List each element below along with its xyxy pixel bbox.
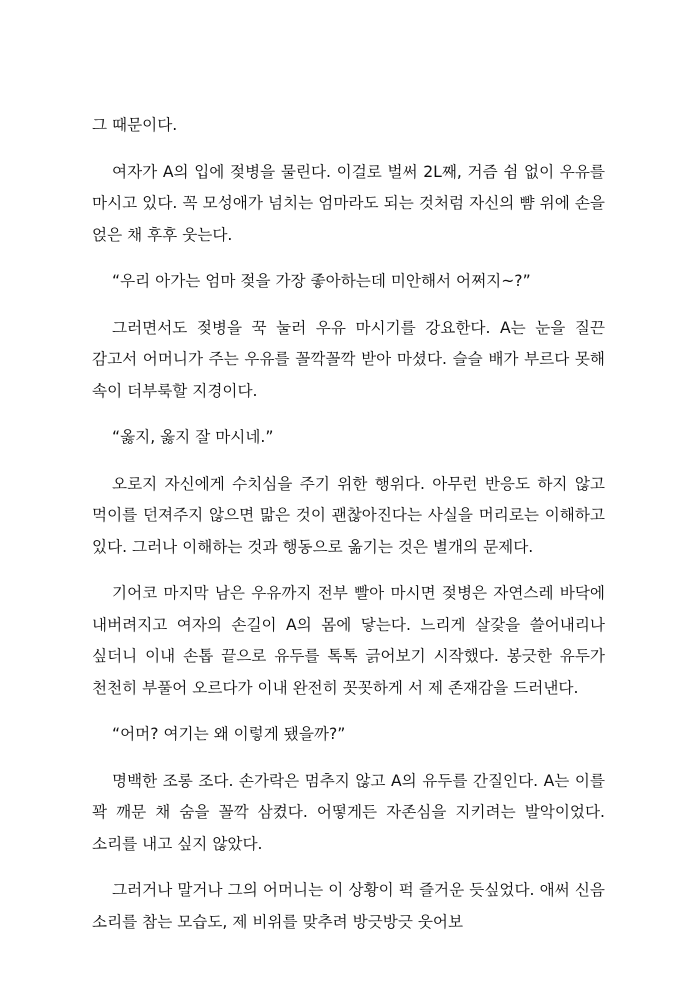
paragraph-4: 그러면서도 젖병을 꾹 눌러 우유 마시기를 강요한다. A는 눈을 질끈 감고서 어머니가 주는 우유를 꼴깍꼴깍 받아 마셨다. 슬슬 배가 부르다 못해 속이 더부룩할 지경이다.	[92, 318, 605, 400]
paragraph-5: “옳지, 옳지 잘 마시네.”	[112, 428, 274, 446]
paragraph-7: 기어코 마지막 남은 우유까지 전부 빨아 마시면 젖병은 자연스레 바닥에 내버려지고 여자의 손길이 A의 몸에 닿는다. 느리게 살갗을 쓸어내리나 싶더니 이내 손톱 끝으로 유두를 톡톡 긁어보기 시작했다. 봉긋한 유두가 천천히 부풀어 오르다가 이내 완전히 꼿꼿하게 서 제 존재감을 드러낸다.	[92, 584, 605, 697]
document-page	[92, 110, 605, 953]
paragraph-6: 오로지 자신에게 수치심을 주기 위한 행위다. 아무런 반응도 하지 않고 먹이를 던져주지 않으면 맒은 것이 괜찮아진다는 사실을 머리로는 이해하고 있다. 그러나 이해하는 것과 행동으로 옮기는 것은 별개의 문제다.	[92, 474, 605, 556]
paragraph-8: “어머? 여기는 왜 이렇게 됐을까?”	[112, 725, 346, 743]
paragraph-3: “우리 아가는 엄마 젖을 가장 좋아하는데 미안해서 어쩌지~?”	[112, 272, 531, 290]
paragraph-10: 그러거나 말거나 그의 어머니는 이 상황이 퍽 즐거운 듯싶었다. 애써 신음 소리를 참는 모습도, 제 비위를 맞추려 방긋방긋 웃어보	[92, 881, 605, 931]
paragraph-2: 여자가 A의 입에 젖병을 물린다. 이걸로 벌써 2L째, 거즘 쉼 없이 우유를 마시고 있다. 꼭 모성애가 넘치는 엄마라도 되는 것처럼 자신의 뺨 위에 손을 얹은 채 후후 웃는다.	[92, 162, 605, 244]
paragraph-9: 명백한 조롱 조다. 손가락은 멈추지 않고 A의 유두를 간질인다. A는 이를 꽉 깨문 채 숨을 꼴깍 삼켰다. 어떻게든 자존심을 지키려는 발악이었다. 소리를 내고 싶지 않았다.	[92, 771, 605, 853]
paragraph-1: 그 때문이다.	[92, 116, 178, 134]
